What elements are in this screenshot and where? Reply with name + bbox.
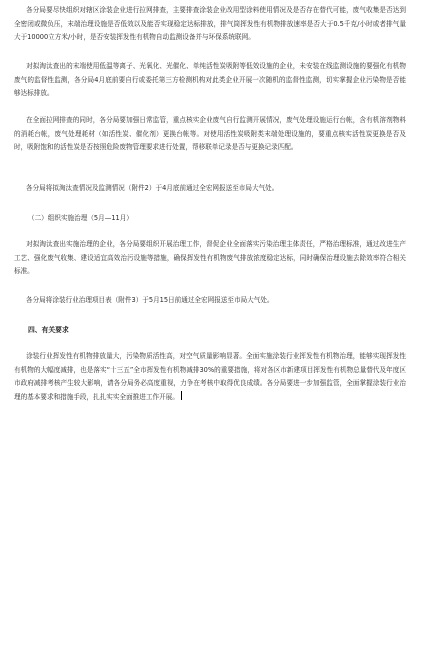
section-subheading-implementation: （二）组织实施治理（5月—11月）	[28, 214, 133, 222]
paragraph-implement-treatment-text: 对拟淘汰查出实施治理的企业，各分局要组织开展治理工作，督促企业全面落实污染治理主体责任，严格治理标准，通过改进生产工艺、强化废气收集、建设适宜高效治污设施等措施，确保挥发性有机物废气排放浓度稳定达标，同时确保治理设施去除效率符合相关标准。	[14, 240, 406, 276]
paragraph-low-efficiency-monitoring-text: 对拟淘汰查出的末端使用低温等离子、光氧化、光催化、单纯活性炭吸附等低效设施的企业，未安装在线监测设施的要强化有机物废气的监督性监测，各分局4月底前要自行或委托第三方检测机构对此类企业开展一次随机的监督性监测，切实掌握企业污染物是否能够达标排放。	[14, 62, 406, 98]
paragraph-report-annex-3-text: 各分局将涂装行业治理项目表（附件3）于5月15日前通过全宏网报送至市局大气处。	[26, 296, 274, 304]
paragraph-low-efficiency-monitoring	[14, 60, 406, 101]
paragraph-report-annex-2-text: 各分局将拟淘汰查情况及监测情况（附件2）于4月底前通过全宏网报送至市局大气处。	[26, 184, 279, 192]
paragraph-daily-supervision-text: 在全面拉网排查的同时，各分局要加强日常监管，重点核实企业废气自行监测开展情况，废气处理设施运行台帐，含有机溶剂物料的消耗台帐，废气处理耗材（如活性炭、催化剂）更换台帐等。对使用活性炭吸附类末端处理设施的，要重点核实活性炭更换是否及时，吸附饱和的活性炭是否按照危险废物管理要求进行处置，帮移联单记录是否与更换记录匹配。	[14, 116, 406, 152]
paragraph-requirements-text: 涂装行业挥发性有机物排放量大，污染物质活性高，对空气质量影响显著。全面实施涂装行业挥发性有机物治理，能够实现挥发性有机物的大幅度减排，也是落实“十三五”全市挥发性有机物减排30%的重要措施，将对各区市新建项目挥发性有机物总量替代及年度区市政府减排考核产生较大影响，请各分局务必高度重视，力争在考核中取得优良成绩。各分局要进一步加强监管，全面掌握涂装行业治理的基本要求和措施手段，扎扎实实全面推进工作开展。	[14, 352, 406, 401]
paragraph-requirements	[14, 350, 406, 404]
paragraph-screening-scope	[14, 4, 406, 45]
section-heading-requirements: 四、有关要求	[28, 326, 69, 334]
text-cursor	[181, 391, 182, 400]
paragraph-screening-scope-text: 各分局要尽快组织对辖区涂装企业进行拉网排查，主要排查涂装企业改用型涂料使用情况及是否存在替代可能，废气收集是否达到全密闭或微负压，末端治理设施是否低效以及能否实现稳定达标排放，排气筒挥发性有机物排放速率是否大于0.5千克/小时或者排气量大于10000立方米/小时，是否安装挥发性有机物自动监测设备并与环保系统联网。	[14, 6, 406, 42]
paragraph-report-annex-3	[14, 294, 406, 308]
paragraph-implement-treatment	[14, 238, 406, 279]
paragraph-daily-supervision	[14, 114, 406, 155]
paragraph-report-annex-2	[14, 182, 406, 196]
